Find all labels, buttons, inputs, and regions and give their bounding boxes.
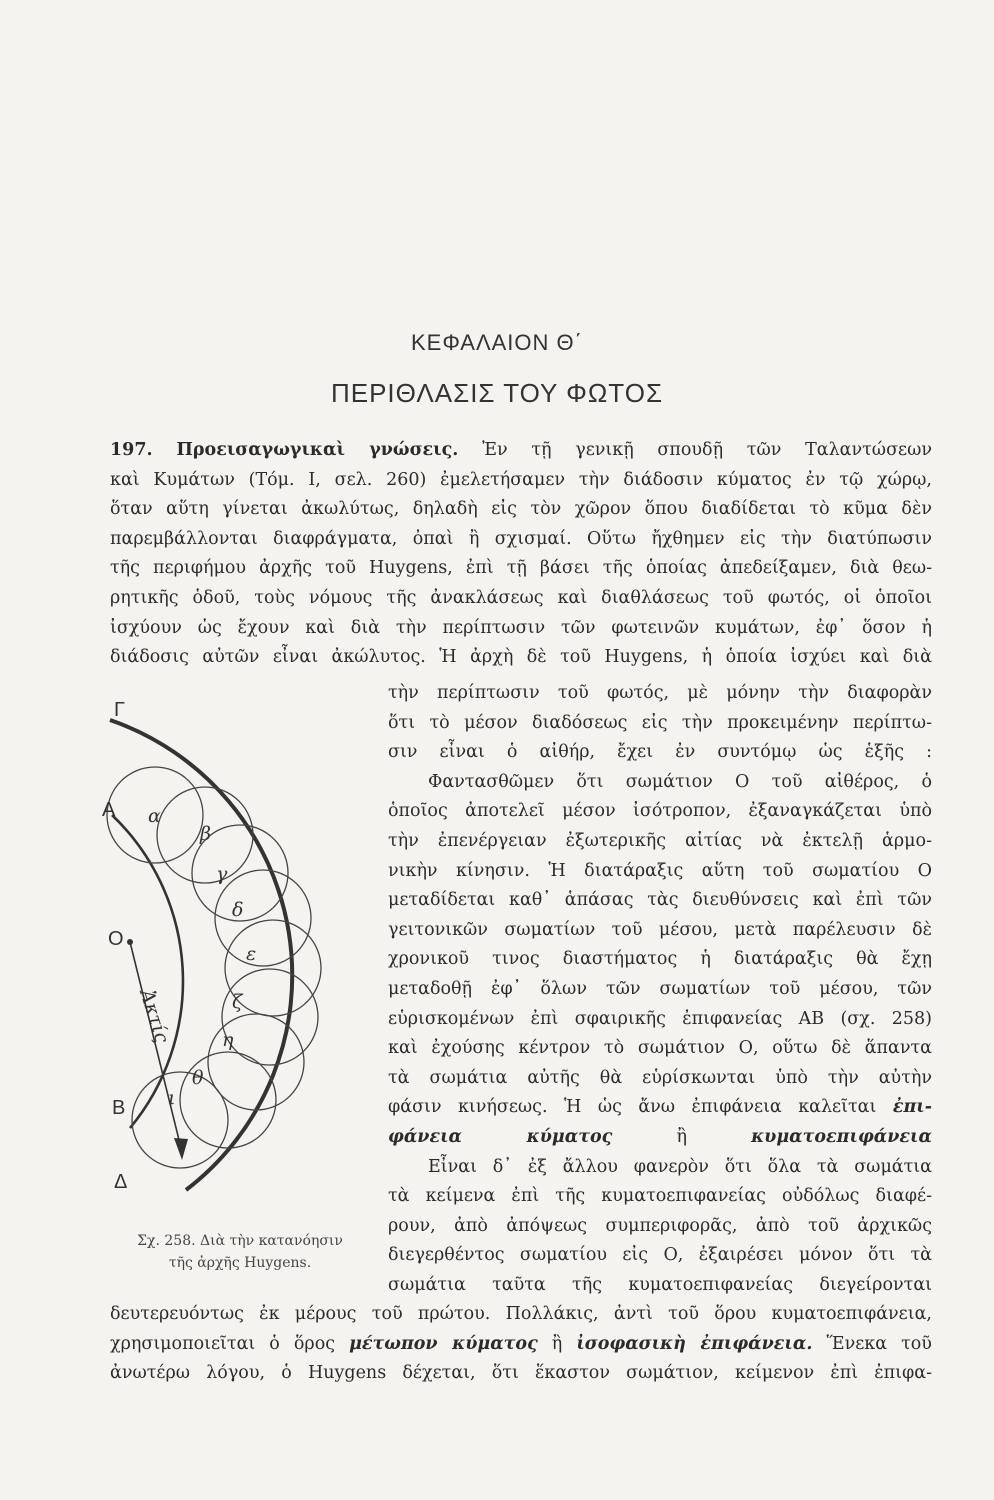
chapter-heading: ΚΕΦΑΛΑΙΟΝ Θ΄ bbox=[411, 330, 583, 355]
section-first-line bbox=[110, 436, 932, 466]
label-delta-cap: Δ bbox=[114, 1171, 128, 1193]
text-line: τῆς περιφήμου ἀρχῆς τοῦ Huygens, ἐπὶ τῇ βάσει τῆς ὁποίας ἀπεδείξαμεν, διὰ θεω- bbox=[110, 558, 932, 579]
text-line: ὅταν αὕτη γίνεται ἀκωλύτως, δηλαδὴ εἰς τὸν χῶρον ὅπου διαδίδεται τὸ κῦμα δὲν bbox=[110, 499, 932, 520]
text-line: διεγερθέντος σωματίου εἰς Ο, ἐξαιρέσει μόνον ὅτι τὰ bbox=[388, 1245, 932, 1266]
label-gamma: Γ bbox=[114, 699, 126, 721]
label-omicron: Ο bbox=[108, 928, 124, 950]
text-line-with-term bbox=[388, 1123, 932, 1153]
text-line: χρονικοῦ τινος διαστήματος ἡ διατάραξις θὰ ἔχῃ bbox=[388, 949, 932, 970]
text-line: μεταδοθῇ ἐφ᾿ ὅλων τῶν σωματίων τοῦ μέσου, τῶν bbox=[388, 978, 932, 999]
label-ray: Ἀκτίς bbox=[135, 986, 174, 1046]
text-line-with-term bbox=[110, 1330, 932, 1360]
point-zeta: ζ bbox=[232, 991, 243, 1013]
text-line: εὑρισκομένων ἐπὶ σφαιρικῆς ἐπιφανείας ΑΒ (σχ. 258) bbox=[388, 1008, 932, 1029]
ray-arrowhead bbox=[174, 1138, 188, 1160]
term-isophase-surface: ἰσοφασικὴ ἐπιφάνεια. bbox=[576, 1333, 813, 1354]
text-line: ἰσχύουν ὡς ἔχουν καὶ διὰ τὴν περίπτωσιν τῶν φωτεινῶν κυμάτων, ἐφ᾿ ὅσον ἡ bbox=[110, 617, 932, 638]
section-number: 197. bbox=[110, 440, 153, 460]
label-beta-cap: Β bbox=[112, 1097, 126, 1119]
point-alpha: α bbox=[148, 805, 161, 827]
text-line: νικὴν κίνησιν. Ἡ διατάραξις αὕτη τοῦ σωματίου Ο bbox=[388, 860, 932, 881]
text-line: μεταδίδεται καθ᾿ ἁπάσας τὰς διευθύνσεις καὶ ἐπὶ τῶν bbox=[388, 890, 932, 911]
wavelet bbox=[222, 969, 318, 1065]
term-wave-surface-a: ἐπι- bbox=[892, 1097, 932, 1118]
text-line: σιν εἶναι ὁ αἰθήρ, ἔχει ἐν συντόμῳ ὡς ἑξῆς : bbox=[388, 742, 932, 763]
point-gamma: γ bbox=[216, 863, 228, 885]
page-title: ΠΕΡΙΘΛΑΣΙΣ ΤΟΥ ΦΩΤΟΣ bbox=[330, 378, 664, 408]
text-or: ἢ bbox=[676, 1126, 687, 1147]
text-line: τὰ κείμενα ἐπὶ τῆς κυματοεπιφανείας οὐδόλως διαφέ- bbox=[388, 1186, 932, 1207]
text-line: ρητικῆς ὁδοῦ, τοὺς νόμους τῆς ἀνακλάσεως καὶ διαθλάσεως τοῦ φωτός, οἱ ὁποῖοι bbox=[110, 587, 932, 608]
term-wave-front: μέτωπον κύματος bbox=[349, 1333, 538, 1354]
intro-paragraph bbox=[110, 436, 932, 673]
figure-caption bbox=[100, 1230, 380, 1274]
text-line: χρησιμοποιεῖται ὁ ὅρος bbox=[110, 1333, 336, 1354]
text-or: ἢ bbox=[551, 1333, 563, 1354]
term-wavefront: κυματοεπιφάνεια bbox=[751, 1126, 932, 1147]
text-line-with-term bbox=[388, 1093, 932, 1123]
text-line: παρεμβάλλονται διαφράγματα, ὀπαὶ ἢ σχισμαί. Οὕτω ἤχθημεν εἰς τὴν διατύπωσιν bbox=[110, 528, 932, 549]
text-line: Φαντασθῶμεν ὅτι σωμάτιον Ο τοῦ αἰθέρος, ὁ bbox=[428, 771, 932, 792]
caption-line: τῆς ἀρχῆς Huygens. bbox=[168, 1255, 312, 1271]
text-line: φάσιν κινήσεως. Ἡ ὡς ἄνω ἐπιφάνεια καλεῖται bbox=[388, 1097, 877, 1118]
huygens-figure bbox=[100, 690, 380, 1210]
text-line: τὴν περίπτωσιν τοῦ φωτός, μὲ μόνην τὴν διαφορὰν bbox=[388, 683, 932, 703]
text-line: ὅτι τὸ μέσον διαδόσεως εἰς τὴν προκειμένην περίπτω- bbox=[388, 712, 932, 733]
point-eta: η bbox=[222, 1029, 234, 1051]
point-theta: θ bbox=[192, 1067, 204, 1089]
point-beta: β bbox=[200, 823, 211, 845]
text-line: Ἐν τῇ γενικῇ σπουδῇ τῶν Ταλαντώσεων bbox=[482, 440, 932, 460]
term-wave-surface-b: φάνεια κύματος bbox=[388, 1126, 613, 1147]
text-line: σωμάτια ταῦτα τῆς κυματοεπιφανείας διεγείρονται bbox=[388, 1274, 932, 1295]
caption-line: Σχ. 258. Διὰ τὴν κατανόησιν bbox=[137, 1233, 343, 1249]
text-line: ρουν, ἀπὸ ἀπόψεως συμπεριφορᾶς, ἀπὸ τοῦ ἀρχικῶς bbox=[388, 1215, 932, 1236]
text-line: καὶ ἐχούσης κέντρον τὸ σωμάτιον Ο, οὕτω δὲ ἅπαντα bbox=[388, 1038, 932, 1059]
source-point bbox=[127, 939, 133, 945]
text-line: δευτερευόντως ἐκ μέρους τοῦ πρώτου. Πολλάκις, ἀντὶ τοῦ ὅρου κυματοεπιφάνεια, bbox=[110, 1304, 932, 1324]
secondary-wavelets bbox=[107, 767, 321, 1168]
text-line: Ἕνεκα τοῦ bbox=[826, 1333, 932, 1354]
text-line: τὴν ἐπενέργειαν ἐξωτερικῆς αἰτίας νὰ ἐκτελῇ ἁρμο- bbox=[388, 830, 932, 851]
text-line: ὁποῖος ἀποτελεῖ μέσον ἰσότροπον, ἐξαναγκάζεται ὑπὸ bbox=[388, 801, 932, 822]
text-line: διάδοσις αὐτῶν εἶναι ἀκώλυτος. Ἡ ἀρχὴ δὲ τοῦ Huygens, ἡ ὁποία ἰσχύει καὶ διὰ bbox=[110, 647, 932, 668]
section-heading: Προεισαγωγικαὶ γνώσεις. bbox=[176, 440, 459, 460]
text-line: καὶ Κυμάτων (Τόμ. Ι, σελ. 260) ἐμελετήσαμεν τὴν διάδοσιν κύματος ἐν τῷ χώρῳ, bbox=[110, 469, 932, 490]
point-epsilon: ε bbox=[246, 943, 257, 965]
right-column-text bbox=[388, 679, 932, 1300]
point-delta: δ bbox=[232, 899, 244, 921]
wavelet bbox=[215, 870, 311, 966]
text-line: Εἶναι δ᾿ ἐξ ἄλλου φανερὸν ὅτι ὅλα τὰ σωμάτια bbox=[428, 1156, 932, 1177]
label-alpha-cap: Α bbox=[102, 799, 116, 821]
text-line: ἀνωτέρω λόγου, ὁ Huygens δέχεται, ὅτι ἕκαστον σωμάτιον, κείμενον ἐπὶ ἐπιφα- bbox=[110, 1363, 932, 1384]
text-line: τὰ σωμάτια αὐτῆς θὰ εὑρίσκωνται ὑπὸ τὴν αὐτὴν bbox=[388, 1067, 932, 1088]
point-iota: ι bbox=[168, 1087, 176, 1109]
bottom-paragraph bbox=[110, 1300, 932, 1389]
text-line: γειτονικῶν σωματίων τοῦ μέσου, μετὰ παρέλευσιν δὲ bbox=[388, 919, 932, 940]
